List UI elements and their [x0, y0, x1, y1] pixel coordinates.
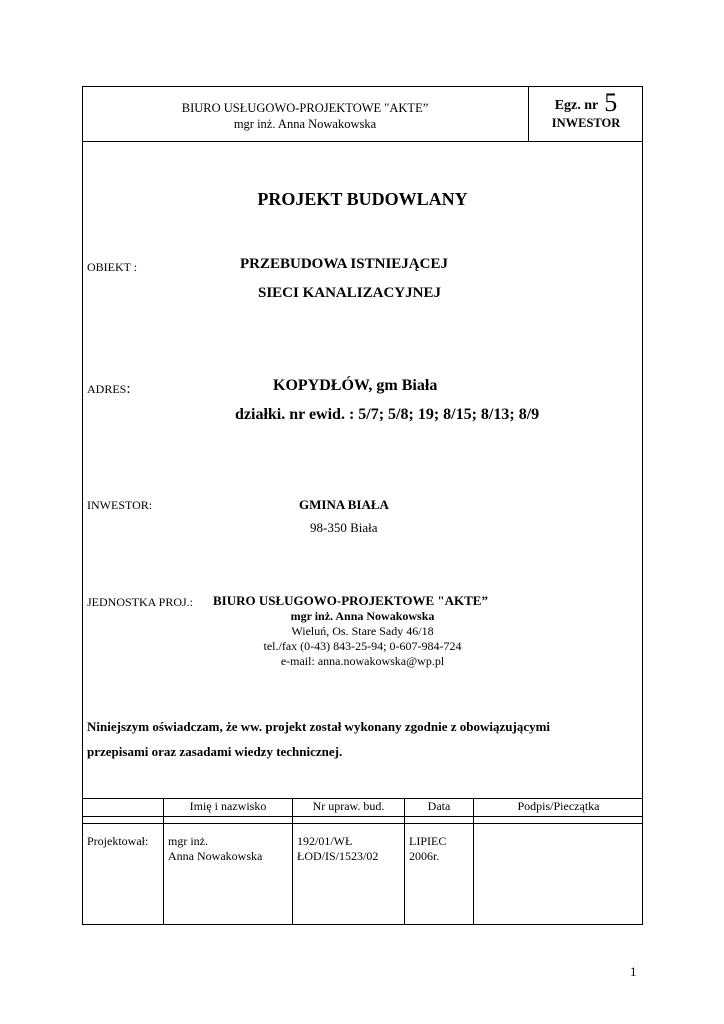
- investor-label: INWESTOR:: [87, 498, 153, 512]
- investor-postal: 98-350 Biała: [310, 520, 378, 535]
- table-cell-name-line2: Anna Nowakowska: [168, 849, 263, 863]
- table-header-border-2: [82, 823, 643, 824]
- office-person: mgr inż. Anna Nowakowska: [233, 117, 377, 131]
- table-col-divider: [473, 798, 474, 925]
- page-title: PROJEKT BUDOWLANY: [257, 189, 468, 209]
- design-unit-label: JEDNOSTKA PROJ.:: [87, 595, 194, 609]
- copy-label: Egz. nr: [554, 98, 599, 113]
- table-col-divider: [163, 798, 164, 925]
- table-cell-date-line2: 2006r.: [409, 849, 440, 863]
- copy-recipient: INWESTOR: [551, 116, 621, 130]
- office-name: BIURO USŁUGOWO-PROJEKTOWE "AKTE”: [181, 101, 429, 115]
- table-col-divider: [404, 798, 405, 925]
- declaration: [87, 714, 637, 764]
- investor-name: GMINA BIAŁA: [299, 497, 389, 512]
- table-header-date: Data: [427, 799, 451, 813]
- page-number: 1: [630, 964, 637, 979]
- design-unit-details: [82, 609, 643, 669]
- design-unit-person: mgr inż. Anna Nowakowska: [290, 609, 435, 623]
- declaration-line1: Niniejszym oświadczam, że ww. projekt został wykonany zgodnie z obowiązującymi: [87, 719, 551, 734]
- object-line2: SIECI KANALIZACYJNEJ: [258, 285, 441, 301]
- design-unit-phone: tel./fax (0-43) 843-25-94; 0-607-984-724: [263, 639, 462, 653]
- address-label: ADRES: [87, 382, 127, 396]
- copy-number-box: [529, 88, 643, 131]
- table-header-license: Nr upraw. bud.: [312, 799, 385, 813]
- table-col-divider: [292, 798, 293, 925]
- office-header: [82, 100, 528, 132]
- table-header-border: [82, 816, 643, 817]
- table-cell-name: [168, 834, 262, 864]
- table-cell-date-line1: LIPIEC: [409, 834, 447, 848]
- object-label: OBIEKT :: [87, 260, 138, 274]
- table-cell-name-line1: mgr inż.: [168, 834, 208, 848]
- header-divider: [82, 141, 643, 142]
- table-header-name: Imię i nazwisko: [189, 799, 267, 813]
- declaration-line2: przepisami oraz zasadami wiedzy technicznej.: [87, 744, 343, 759]
- table-cell-license-line1: 192/01/WŁ: [297, 834, 353, 848]
- table-cell-date: [409, 834, 446, 864]
- table-cell-license-line2: ŁOD/IS/1523/02: [297, 849, 379, 863]
- table-header-signature: Podpis/Pieczątka: [517, 799, 600, 813]
- design-unit-name: BIURO USŁUGOWO-PROJEKTOWE "AKTE”: [213, 593, 488, 608]
- table-cell-license: [297, 834, 378, 864]
- design-unit-street: Wieluń, Os. Stare Sady 46/18: [291, 624, 434, 638]
- address-colon: :: [126, 381, 131, 397]
- copy-number: 5: [604, 88, 618, 117]
- address-label-group: [87, 381, 131, 398]
- table-cell-role: Projektował:: [87, 834, 149, 848]
- object-line1: PRZEBUDOWA ISTNIEJĄCEJ: [240, 256, 448, 272]
- address-line2: działki. nr ewid. : 5/7; 5/8; 19; 8/15; 8/13; 8/9: [235, 406, 540, 423]
- design-unit-email: e-mail: anna.nowakowska@wp.pl: [280, 654, 445, 668]
- address-line1: KOPYDŁÓW, gm Biała: [273, 377, 438, 394]
